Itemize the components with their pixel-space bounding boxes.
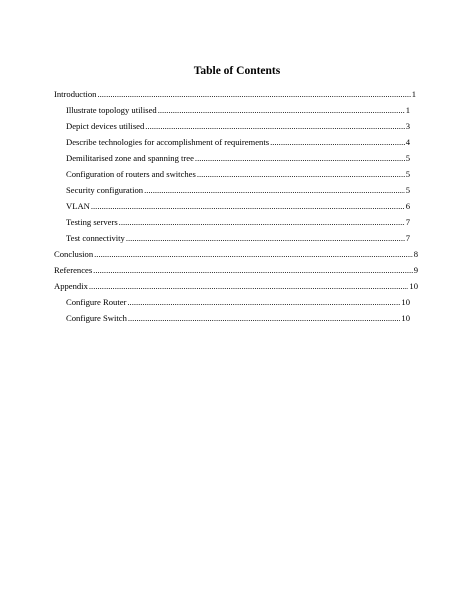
toc-entry-configuration-routers-switches[interactable]	[66, 168, 410, 180]
toc-dot-leader	[91, 200, 405, 212]
toc-entry-page: 10	[401, 313, 410, 323]
toc-title: Table of Contents	[193, 65, 281, 77]
toc-entry-vlan[interactable]	[66, 200, 410, 212]
toc-dot-leader	[97, 88, 410, 100]
toc-entry-label: Testing servers	[66, 217, 118, 227]
toc-entry-illustrate-topology[interactable]	[66, 104, 410, 116]
toc-entry-label: Demilitarised zone and spanning tree	[66, 153, 194, 163]
toc-entry-label: Describe technologies for accomplishment of requirements	[66, 137, 270, 147]
toc-dot-leader	[126, 232, 405, 244]
toc-entry-label: VLAN	[66, 201, 90, 211]
toc-dot-leader	[145, 120, 404, 132]
toc-entry-label: Illustrate topology utilised	[66, 105, 157, 115]
toc-dot-leader	[197, 168, 405, 180]
toc-entry-label: References	[54, 265, 93, 275]
toc-entry-introduction[interactable]	[54, 88, 416, 100]
toc-entry-label: Test connectivity	[66, 233, 125, 243]
toc-entry-page: 4	[405, 137, 410, 147]
toc-entry-configure-router[interactable]	[66, 296, 410, 308]
toc-entry-appendix[interactable]	[54, 280, 418, 292]
toc-entry-page: 1	[411, 89, 416, 99]
toc-entry-page: 5	[405, 169, 410, 179]
toc-dot-leader	[127, 296, 400, 308]
toc-entry-page: 5	[405, 153, 410, 163]
toc-entry-testing-servers[interactable]	[66, 216, 410, 228]
toc-entry-page: 10	[401, 297, 410, 307]
toc-entry-page: 3	[405, 121, 410, 131]
toc-entry-page: 9	[413, 265, 418, 275]
toc-entry-page: 5	[405, 185, 410, 195]
toc-entry-label: Configure Switch	[66, 313, 127, 323]
toc-entry-page: 1	[405, 105, 410, 115]
toc-entry-page: 7	[405, 233, 410, 243]
toc-entry-label: Configure Router	[66, 297, 127, 307]
toc-entry-test-connectivity[interactable]	[66, 232, 410, 244]
toc-dot-leader	[119, 216, 405, 228]
toc-entry-label: Conclusion	[54, 249, 94, 259]
toc-entry-configure-switch[interactable]	[66, 312, 410, 324]
toc-entry-label: Introduction	[54, 89, 97, 99]
toc-entry-label: Security configuration	[66, 185, 144, 195]
toc-entry-dmz-spanning-tree[interactable]	[66, 152, 410, 164]
toc-dot-leader	[195, 152, 405, 164]
toc-entry-depict-devices[interactable]	[66, 120, 410, 132]
toc-entry-references[interactable]	[54, 264, 418, 276]
toc-dot-leader	[144, 184, 405, 196]
toc-entry-page: 6	[405, 201, 410, 211]
toc-entry-label: Configuration of routers and switches	[66, 169, 196, 179]
toc-entry-conclusion[interactable]	[54, 248, 418, 260]
toc-dot-leader	[94, 248, 413, 260]
toc-entry-page: 8	[413, 249, 418, 259]
toc-dot-leader	[89, 280, 409, 292]
toc-entry-describe-technologies[interactable]	[66, 136, 410, 148]
toc-dot-leader	[128, 312, 401, 324]
toc-dot-leader	[158, 104, 405, 116]
toc-entry-label: Appendix	[54, 281, 88, 291]
toc-entry-page: 10	[409, 281, 418, 291]
toc-dot-leader	[93, 264, 413, 276]
toc-entry-label: Depict devices utilised	[66, 121, 145, 131]
toc-dot-leader	[270, 136, 405, 148]
toc-entry-page: 7	[405, 217, 410, 227]
toc-entry-security-configuration[interactable]	[66, 184, 410, 196]
